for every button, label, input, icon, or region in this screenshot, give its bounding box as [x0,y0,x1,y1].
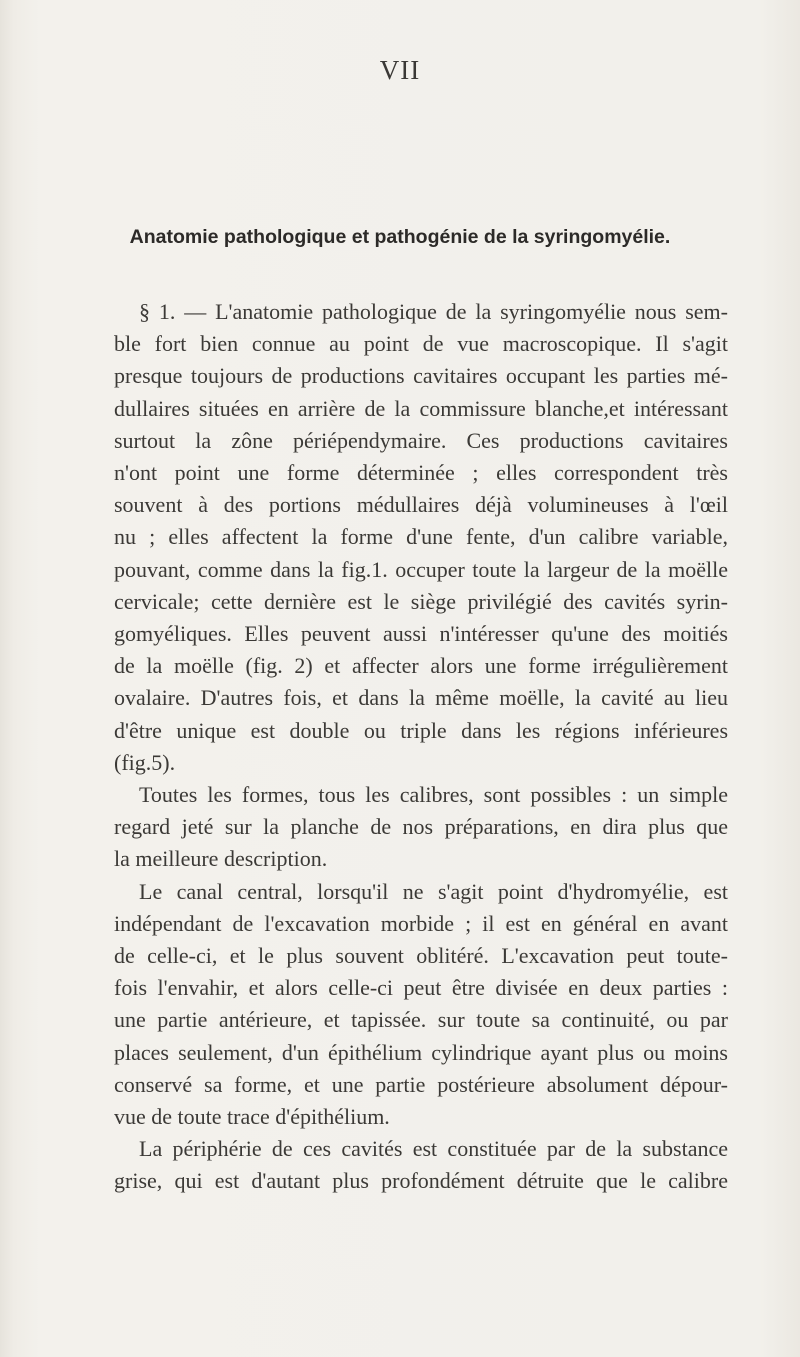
text-line: (fig.5). [114,749,176,775]
text-line: d'être unique est double ou triple dans les régions inférieures [114,717,728,743]
text-line: vue de toute trace d'épithélium. [114,1104,390,1130]
text-line: cervicale; cette dernière est le siège privilégié des cavités syrin- [114,588,728,614]
text-line: de la moëlle (fig. 2) et affecter alors une forme irrégulièrement [114,653,728,679]
text-line: souvent à des portions médullaires déjà volumineuses à l'œil [114,492,728,518]
text-line: indépendant de l'excavation morbide ; il est en général en avant [114,910,728,936]
text-line: presque toujours de productions cavitaires occupant les parties mé- [114,363,728,389]
text-line: n'ont point une forme déterminée ; elles correspondent très [114,460,728,486]
text-line: regard jeté sur la planche de nos préparations, en dira plus que [114,814,728,840]
text-line: § 1. — L'anatomie pathologique de la syringomyélie nous sem- [139,299,728,324]
text-line: la meilleure description. [114,846,328,872]
text-line: places seulement, d'un épithélium cylindrique ayant plus ou moins [114,1039,728,1065]
text-line: une partie antérieure, et tapissée. sur toute sa continuité, ou par [114,1007,728,1033]
text-line: grise, qui est d'autant plus profondément détruite que le calibre [114,1168,728,1194]
text-line: nu ; elles affectent la forme d'une fente, d'un calibre variable, [114,524,728,550]
body-text [114,296,728,1198]
text-line: conservé sa forme, et une partie postérieure absolument dépour- [114,1071,728,1097]
text-line: surtout la zône périépendymaire. Ces productions cavitaires [114,427,728,453]
text-line: La périphérie de ces cavités est constituée par de la substance [139,1136,728,1162]
text-line: Le canal central, lorsqu'il ne s'agit point d'hydromyélie, est [139,878,728,904]
text-line: gomyéliques. Elles peuvent aussi n'intéresser qu'une des moitiés [114,621,728,647]
text-line: ble fort bien connue au point de vue macroscopique. Il s'agit [114,331,728,357]
text-line: pouvant, comme dans la fig.1. occuper toute la largeur de la moëlle [114,556,728,582]
text-line: Toutes les formes, tous les calibres, sont possibles : un simple [139,782,728,808]
chapter-title: Anatomie pathologique et pathogénie de la syringomyélie. [129,226,671,248]
text-line: de celle-ci, et le plus souvent oblitéré. L'excavation peut toute- [114,943,728,969]
text-line: ovalaire. D'autres fois, et dans la même moëlle, la cavité au lieu [114,685,728,711]
text-line: fois l'envahir, et alors celle-ci peut être divisée en deux parties : [114,975,728,1001]
text-line: dullaires situées en arrière de la commissure blanche,et intéressant [114,395,728,421]
page-number: VII [379,55,421,85]
